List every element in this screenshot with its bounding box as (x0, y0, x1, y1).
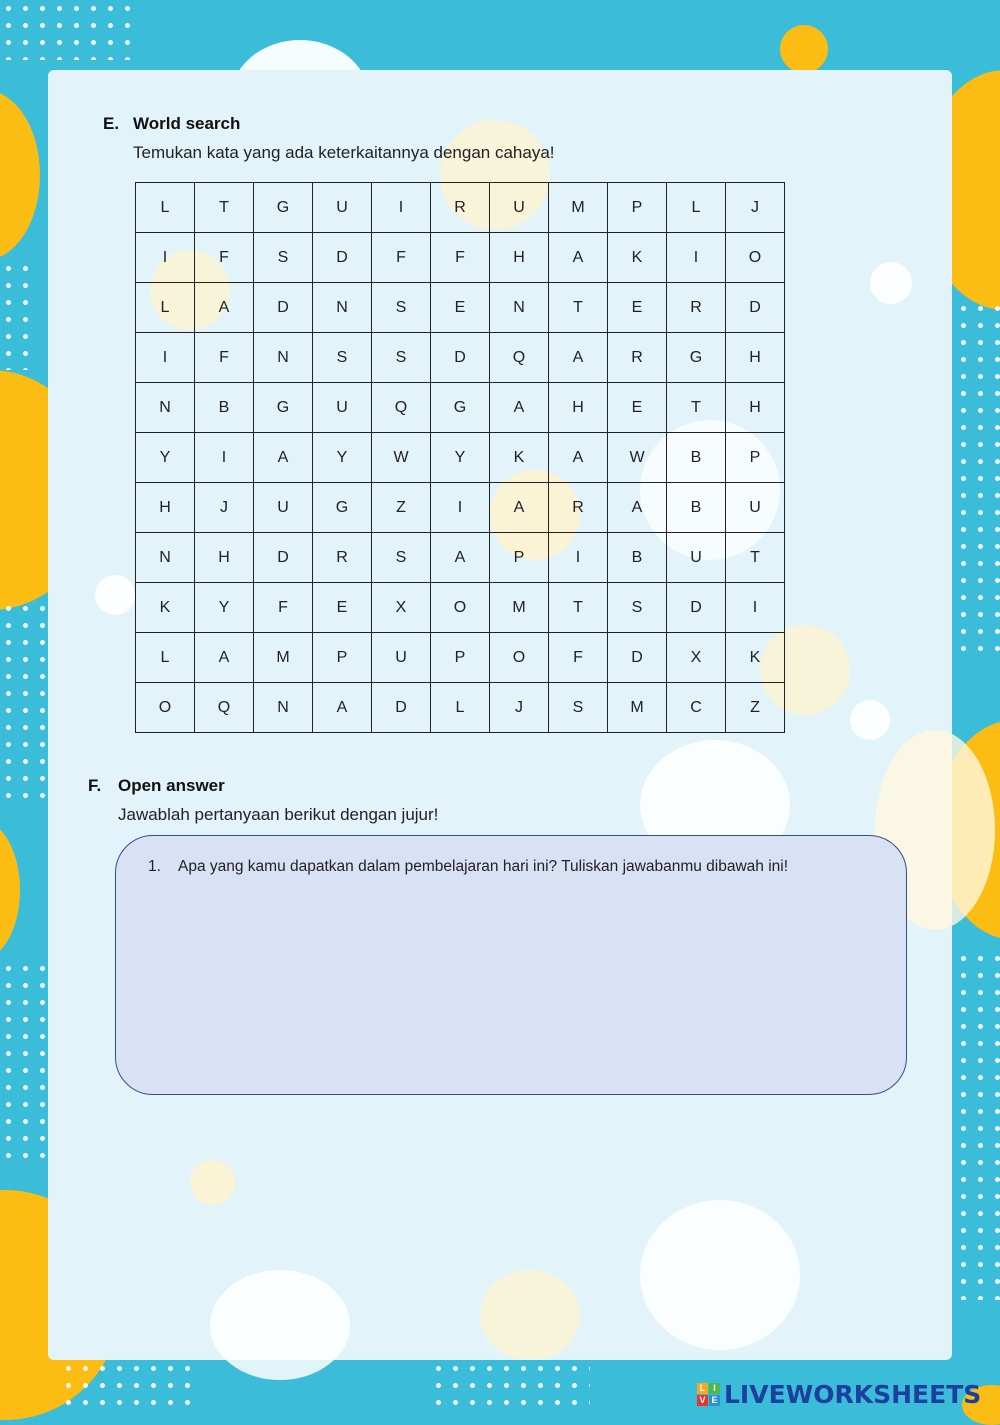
logo-icon-tile: V (697, 1395, 708, 1406)
grid-cell[interactable]: G (254, 383, 313, 433)
grid-cell[interactable]: Q (195, 683, 254, 733)
grid-cell[interactable]: N (490, 283, 549, 333)
grid-cell[interactable]: R (667, 283, 726, 333)
section-e-heading (103, 114, 240, 134)
grid-cell[interactable]: A (431, 533, 490, 583)
grid-cell[interactable]: P (431, 633, 490, 683)
grid-cell[interactable]: K (726, 633, 785, 683)
grid-cell[interactable]: Q (490, 333, 549, 383)
grid-cell[interactable]: Y (136, 433, 195, 483)
grid-cell[interactable]: T (195, 183, 254, 233)
question-number: 1. (148, 858, 161, 875)
grid-cell[interactable]: L (136, 633, 195, 683)
grid-cell[interactable]: I (431, 483, 490, 533)
grid-cell[interactable]: S (372, 283, 431, 333)
grid-cell[interactable]: N (136, 533, 195, 583)
grid-cell[interactable]: F (254, 583, 313, 633)
grid-cell[interactable]: A (549, 333, 608, 383)
grid-cell[interactable]: P (726, 433, 785, 483)
grid-cell[interactable]: S (372, 333, 431, 383)
answer-text-box[interactable] (115, 835, 907, 1095)
logo-text: LIVEWORKSHEETS (724, 1379, 982, 1409)
grid-cell[interactable]: H (726, 333, 785, 383)
grid-cell[interactable]: A (195, 283, 254, 333)
word-search-grid (135, 182, 785, 733)
question-text: Apa yang kamu dapatkan dalam pembelajaran hari ini? Tuliskan jawabanmu dibawah ini! (178, 858, 789, 875)
grid-cell[interactable]: B (667, 433, 726, 483)
grid-cell[interactable]: U (372, 633, 431, 683)
grid-cell[interactable]: R (608, 333, 667, 383)
grid-cell[interactable]: F (195, 333, 254, 383)
grid-cell[interactable]: H (549, 383, 608, 433)
logo-icon-tile: I (709, 1383, 720, 1394)
grid-cell[interactable]: U (667, 533, 726, 583)
grid-row (136, 483, 785, 533)
grid-cell[interactable]: U (313, 383, 372, 433)
grid-cell[interactable]: D (608, 633, 667, 683)
grid-cell[interactable]: S (254, 233, 313, 283)
grid-cell[interactable]: M (490, 583, 549, 633)
grid-cell[interactable]: A (490, 383, 549, 433)
logo-icon-tile: E (709, 1395, 720, 1406)
grid-cell[interactable]: L (136, 283, 195, 333)
grid-cell[interactable]: D (313, 233, 372, 283)
liveworksheets-logo (697, 1377, 981, 1411)
grid-cell[interactable]: L (136, 183, 195, 233)
grid-cell[interactable]: R (431, 183, 490, 233)
section-f-heading (88, 776, 225, 796)
grid-cell[interactable]: A (254, 433, 313, 483)
grid-cell[interactable]: H (490, 233, 549, 283)
grid-cell[interactable]: U (254, 483, 313, 533)
grid-cell[interactable]: Z (372, 483, 431, 533)
grid-cell[interactable]: N (254, 683, 313, 733)
grid-cell[interactable]: B (608, 533, 667, 583)
grid-cell[interactable]: A (490, 483, 549, 533)
grid-cell[interactable]: F (372, 233, 431, 283)
grid-row (136, 683, 785, 733)
grid-cell[interactable]: U (726, 483, 785, 533)
grid-row (136, 283, 785, 333)
grid-cell[interactable]: Z (726, 683, 785, 733)
grid-cell[interactable]: I (549, 533, 608, 583)
grid-cell[interactable]: F (195, 233, 254, 283)
grid-cell[interactable]: Y (313, 433, 372, 483)
grid-cell[interactable]: I (136, 333, 195, 383)
grid-cell[interactable]: A (313, 683, 372, 733)
grid-cell[interactable]: T (667, 383, 726, 433)
grid-cell[interactable]: I (667, 233, 726, 283)
grid-cell[interactable]: K (490, 433, 549, 483)
grid-cell[interactable]: M (608, 683, 667, 733)
section-f-instruction: Jawablah pertanyaan berikut dengan jujur! (118, 805, 439, 824)
grid-cell[interactable]: X (372, 583, 431, 633)
grid-cell[interactable]: P (313, 633, 372, 683)
logo-icon-tile: L (697, 1383, 708, 1394)
grid-cell[interactable]: O (490, 633, 549, 683)
section-e-instruction: Temukan kata yang ada keterkaitannya dengan cahaya! (133, 143, 555, 162)
grid-row (136, 533, 785, 583)
grid-cell[interactable]: H (726, 383, 785, 433)
grid-cell[interactable]: S (549, 683, 608, 733)
grid-cell[interactable]: C (667, 683, 726, 733)
grid-cell[interactable]: N (254, 333, 313, 383)
section-e-title: World search (133, 114, 241, 133)
grid-cell[interactable]: K (608, 233, 667, 283)
grid-cell[interactable]: P (490, 533, 549, 583)
grid-cell[interactable]: M (549, 183, 608, 233)
grid-cell[interactable]: O (726, 233, 785, 283)
grid-row (136, 233, 785, 283)
grid-cell[interactable]: X (667, 633, 726, 683)
grid-cell[interactable]: A (195, 633, 254, 683)
grid-cell[interactable]: N (136, 383, 195, 433)
grid-cell[interactable]: R (549, 483, 608, 533)
grid-cell[interactable]: B (667, 483, 726, 533)
grid-cell[interactable]: L (431, 683, 490, 733)
grid-cell[interactable]: W (372, 433, 431, 483)
grid-cell[interactable]: D (726, 283, 785, 333)
grid-cell[interactable]: G (254, 183, 313, 233)
grid-row (136, 333, 785, 383)
grid-cell[interactable]: M (254, 633, 313, 683)
grid-cell[interactable]: F (431, 233, 490, 283)
grid-cell[interactable]: I (195, 433, 254, 483)
grid-cell[interactable]: E (608, 383, 667, 433)
grid-cell[interactable]: A (549, 433, 608, 483)
grid-row (136, 433, 785, 483)
question-1 (148, 858, 788, 876)
logo-icon (697, 1383, 720, 1406)
grid-cell[interactable]: E (608, 283, 667, 333)
grid-cell[interactable]: N (313, 283, 372, 333)
grid-cell[interactable]: U (490, 183, 549, 233)
section-f-title: Open answer (118, 776, 225, 795)
grid-cell[interactable]: Y (195, 583, 254, 633)
grid-cell[interactable]: D (667, 583, 726, 633)
grid-cell[interactable]: G (667, 333, 726, 383)
grid-cell[interactable]: J (726, 183, 785, 233)
grid-cell[interactable]: E (431, 283, 490, 333)
grid-cell[interactable]: U (313, 183, 372, 233)
grid-cell[interactable]: F (549, 633, 608, 683)
grid-cell[interactable]: J (490, 683, 549, 733)
grid-row (136, 583, 785, 633)
grid-cell[interactable]: D (254, 283, 313, 333)
section-f-letter: F. (88, 776, 102, 795)
grid-cell[interactable]: I (136, 233, 195, 283)
grid-row (136, 183, 785, 233)
grid-cell[interactable]: G (431, 383, 490, 433)
grid-cell[interactable]: I (372, 183, 431, 233)
grid-cell[interactable]: T (726, 533, 785, 583)
grid-cell[interactable]: A (549, 233, 608, 283)
grid-cell[interactable]: A (608, 483, 667, 533)
grid-cell[interactable]: D (431, 333, 490, 383)
grid-cell[interactable]: S (313, 333, 372, 383)
grid-cell[interactable]: P (608, 183, 667, 233)
grid-cell[interactable]: Y (431, 433, 490, 483)
grid-cell[interactable]: W (608, 433, 667, 483)
section-e-letter: E. (103, 114, 120, 133)
grid-cell[interactable]: J (195, 483, 254, 533)
grid-cell[interactable]: K (136, 583, 195, 633)
grid-cell[interactable]: S (372, 533, 431, 583)
grid-cell[interactable]: T (549, 583, 608, 633)
grid-cell[interactable]: S (608, 583, 667, 633)
grid-row (136, 383, 785, 433)
grid-cell[interactable]: O (431, 583, 490, 633)
grid-cell[interactable]: O (136, 683, 195, 733)
grid-cell[interactable]: R (313, 533, 372, 583)
grid-cell[interactable]: L (667, 183, 726, 233)
grid-cell[interactable]: D (254, 533, 313, 583)
grid-cell[interactable]: E (313, 583, 372, 633)
grid-cell[interactable]: G (313, 483, 372, 533)
grid-cell[interactable]: H (136, 483, 195, 533)
grid-cell[interactable]: T (549, 283, 608, 333)
grid-cell[interactable]: I (726, 583, 785, 633)
grid-cell[interactable]: Q (372, 383, 431, 433)
grid-row (136, 633, 785, 683)
grid-cell[interactable]: H (195, 533, 254, 583)
grid-cell[interactable]: B (195, 383, 254, 433)
grid-cell[interactable]: D (372, 683, 431, 733)
